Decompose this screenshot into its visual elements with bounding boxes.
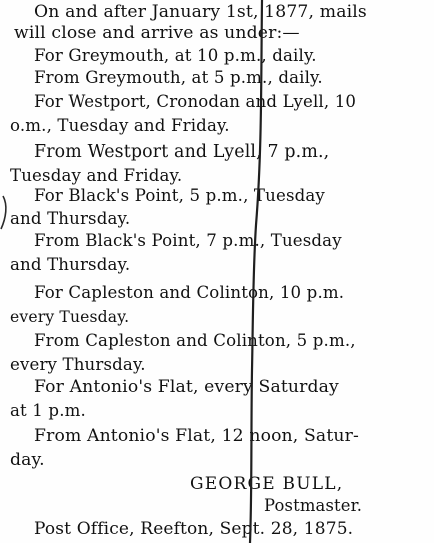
notice-line: On and after January 1st, 1877, mails [34, 2, 367, 22]
notice-line: day. [10, 450, 45, 470]
notice-line: From Black's Point, 7 p.m., Tuesday [34, 231, 342, 250]
notice-line: From Westport and Lyell, 7 p.m., [34, 142, 330, 162]
notice-line: For Westport, Cronodan and Lyell, 10 [34, 92, 357, 111]
signature-role: Postmaster. [264, 496, 363, 515]
notice-line: every Thursday. [10, 355, 146, 374]
notice-line: From Greymouth, at 5 p.m., daily. [34, 68, 323, 87]
notice-line: will close and arrive as under:— [14, 23, 300, 43]
notice-line: From Antonio's Flat, 12 noon, Satur- [34, 426, 359, 446]
notice-line: For Greymouth, at 10 p.m., daily. [34, 46, 317, 65]
notice-line: For Capleston and Colinton, 10 p.m. [34, 283, 345, 302]
place-date-line: Post Office, Reefton, Sept. 28, 1875. [34, 519, 354, 539]
notice-line: From Capleston and Colinton, 5 p.m., [34, 331, 356, 350]
notice-line: For Black's Point, 5 p.m., Tuesday [34, 186, 325, 205]
notice-line: o.m., Tuesday and Friday. [10, 116, 230, 135]
notice-line: and Thursday. [10, 209, 131, 228]
notice-line: at 1 p.m. [10, 401, 86, 420]
notice-line: every Tuesday. [10, 308, 130, 326]
signature: GEORGE BULL, [190, 474, 344, 494]
notice-line: Tuesday and Friday. [10, 166, 183, 185]
notice-line: For Antonio's Flat, every Saturday [34, 377, 339, 397]
notice-line: and Thursday. [10, 255, 131, 274]
